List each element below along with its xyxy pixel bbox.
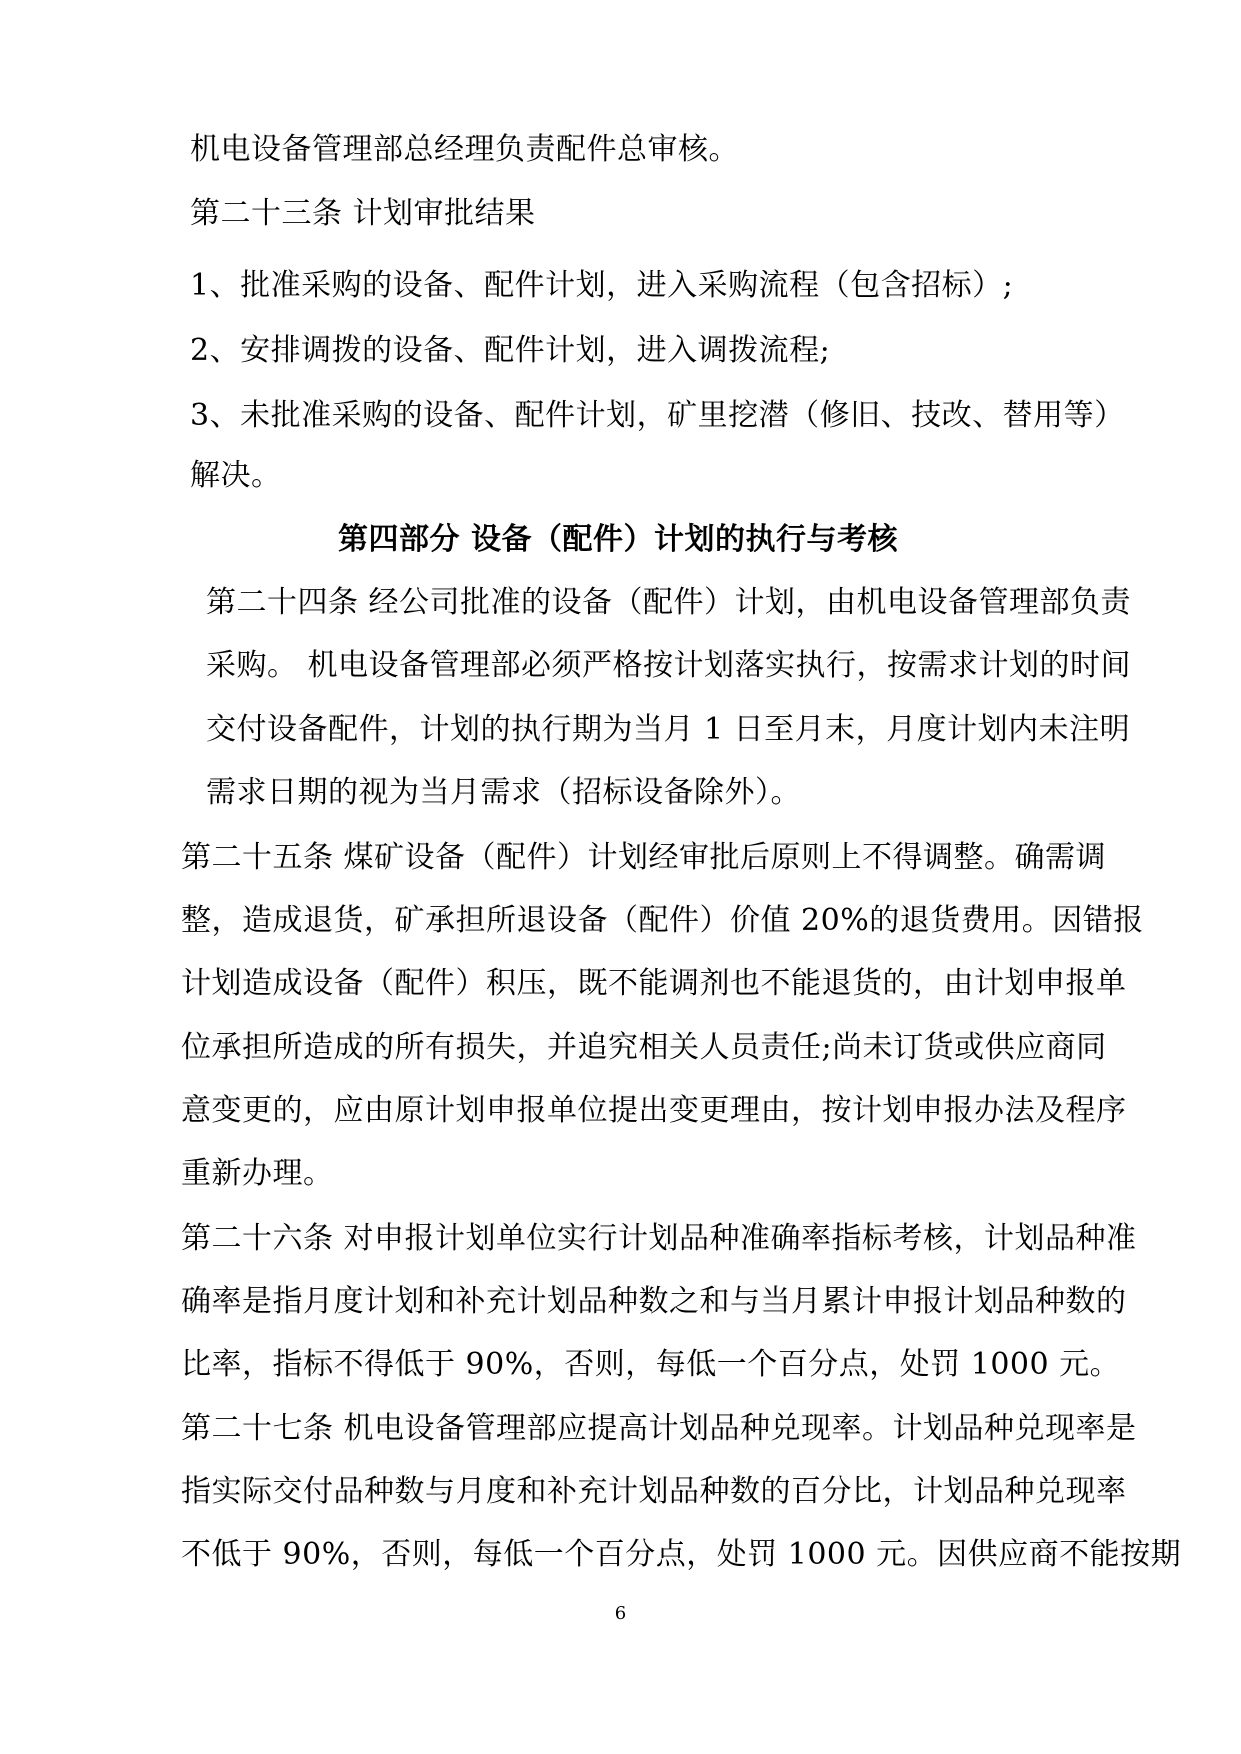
article-paragraph-line: 重新办理。 — [181, 1156, 334, 1191]
list-item: 2、安排调拨的设备、配件计划，进入调拨流程; — [190, 333, 831, 368]
article-paragraph-line: 比率，指标不得低于 90%，否则，每低一个百分点，处罚 1000 元。 — [181, 1347, 1121, 1382]
article-paragraph-line: 确率是指月度计划和补充计划品种数之和与当月累计申报计划品种数的 — [181, 1284, 1127, 1319]
paragraph-line: 解决。 — [190, 458, 282, 493]
article-paragraph-line: 第二十六条 对申报计划单位实行计划品种准确率指标考核，计划品种准 — [181, 1221, 1137, 1256]
article-paragraph-line: 整，造成退货，矿承担所退设备（配件）价值 20%的退货费用。因错报 — [181, 903, 1144, 938]
paragraph-line: 机电设备管理部总经理负责配件总审核。 — [190, 132, 739, 167]
article-paragraph-line: 交付设备配件，计划的执行期为当月 1 日至月末，月度计划内未注明 — [206, 712, 1131, 747]
article-paragraph-line: 计划造成设备（配件）积压，既不能调剂也不能退货的，由计划申报单 — [181, 966, 1127, 1001]
page-number: 6 — [614, 1603, 627, 1624]
list-item: 1、批准采购的设备、配件计划，进入采购流程（包含招标）; — [190, 268, 1014, 303]
article-paragraph-line: 位承担所造成的所有损失，并追究相关人员责任;尚未订货或供应商同 — [181, 1030, 1107, 1065]
article-paragraph-line: 第二十七条 机电设备管理部应提高计划品种兑现率。计划品种兑现率是 — [181, 1411, 1137, 1446]
article-paragraph-line: 第二十五条 煤矿设备（配件）计划经审批后原则上不得调整。确需调 — [181, 840, 1107, 875]
article-paragraph-line: 采购。 机电设备管理部必须严格按计划落实执行，按需求计划的时间 — [206, 648, 1132, 683]
article-paragraph-line: 指实际交付品种数与月度和补充计划品种数的百分比，计划品种兑现率 — [181, 1474, 1127, 1509]
article-title: 第二十三条 计划审批结果 — [190, 196, 536, 231]
article-paragraph-line: 第二十四条 经公司批准的设备（配件）计划，由机电设备管理部负责 — [206, 585, 1132, 620]
section-heading: 第四部分 设备（配件）计划的执行与考核 — [338, 522, 898, 557]
article-paragraph-line: 意变更的，应由原计划申报单位提出变更理由，按计划申报办法及程序 — [181, 1093, 1127, 1128]
article-paragraph-line: 不低于 90%，否则，每低一个百分点，处罚 1000 元。因供应商不能按期 — [181, 1537, 1182, 1572]
article-paragraph-line: 需求日期的视为当月需求（招标设备除外）。 — [206, 775, 801, 810]
list-item: 3、未批准采购的设备、配件计划，矿里挖潜（修旧、技改、替用等） — [190, 398, 1125, 433]
